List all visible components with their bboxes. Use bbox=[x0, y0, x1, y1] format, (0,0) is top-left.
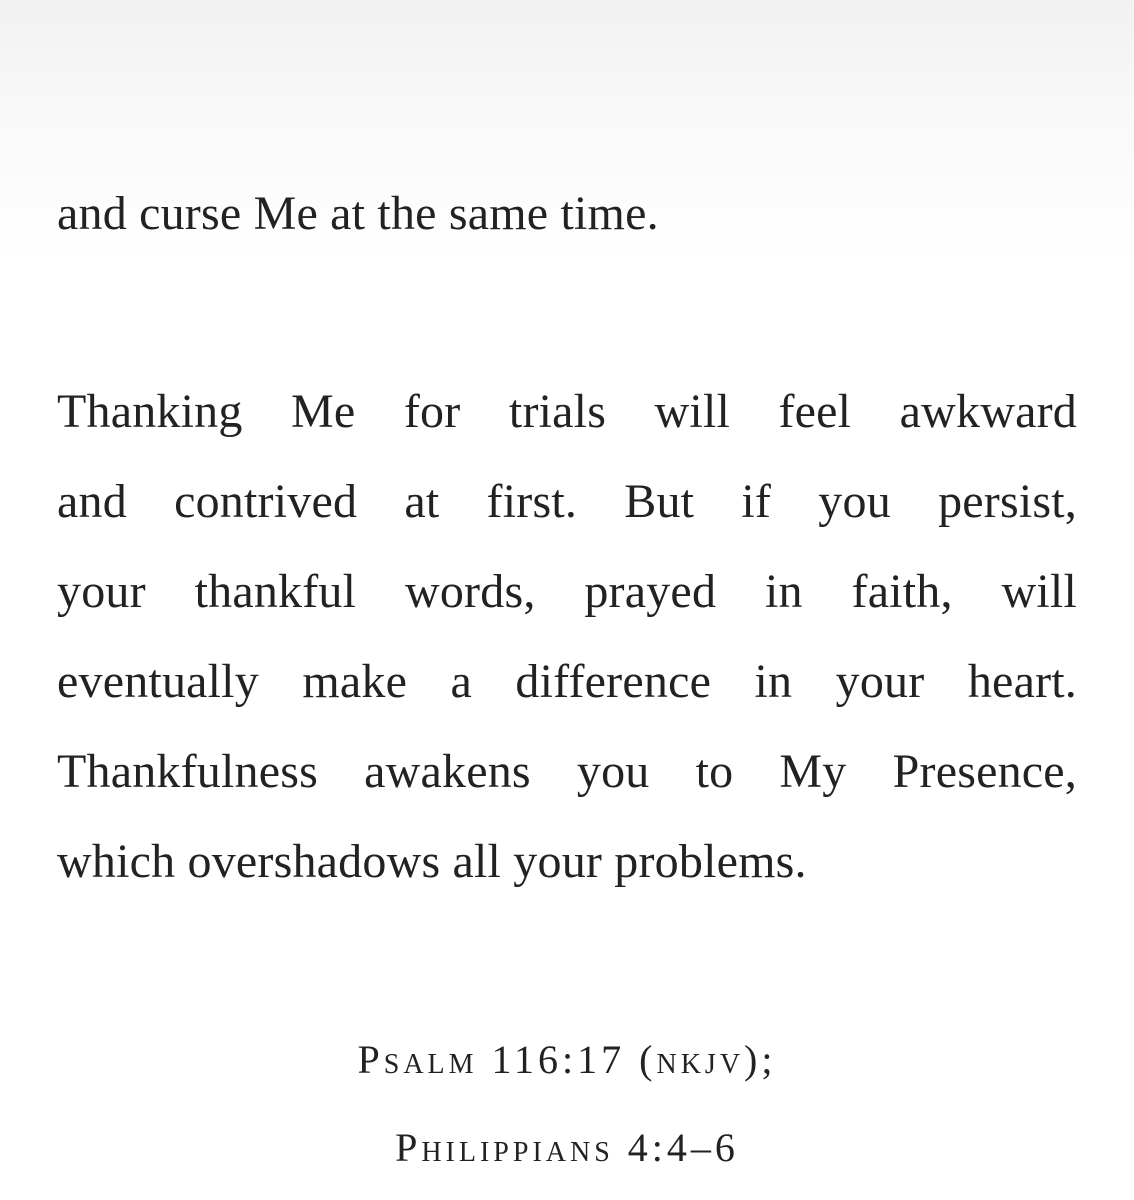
paragraph-2-line-5: Thankfulness awakens you to My Presence, bbox=[57, 745, 1077, 798]
paragraph-2-line-3: your thankful words, prayed in faith, will bbox=[57, 565, 1077, 618]
paragraph-2-line-2: and contrived at first. But if you persist, bbox=[57, 475, 1077, 528]
paragraph-1-line-1: and curse Me at the same time. bbox=[57, 187, 659, 240]
paragraph-2-line-6: which overshadows all your problems. bbox=[57, 835, 807, 888]
paragraph-2-line-4: eventually make a difference in your heart. bbox=[57, 655, 1077, 708]
scripture-reference-1: Psalm 116:17 (nkjv); bbox=[357, 1037, 777, 1082]
paragraph-2-line-1: Thanking Me for trials will feel awkward bbox=[57, 385, 1077, 438]
scripture-reference-2: Philippians 4:4–6 bbox=[395, 1125, 739, 1170]
